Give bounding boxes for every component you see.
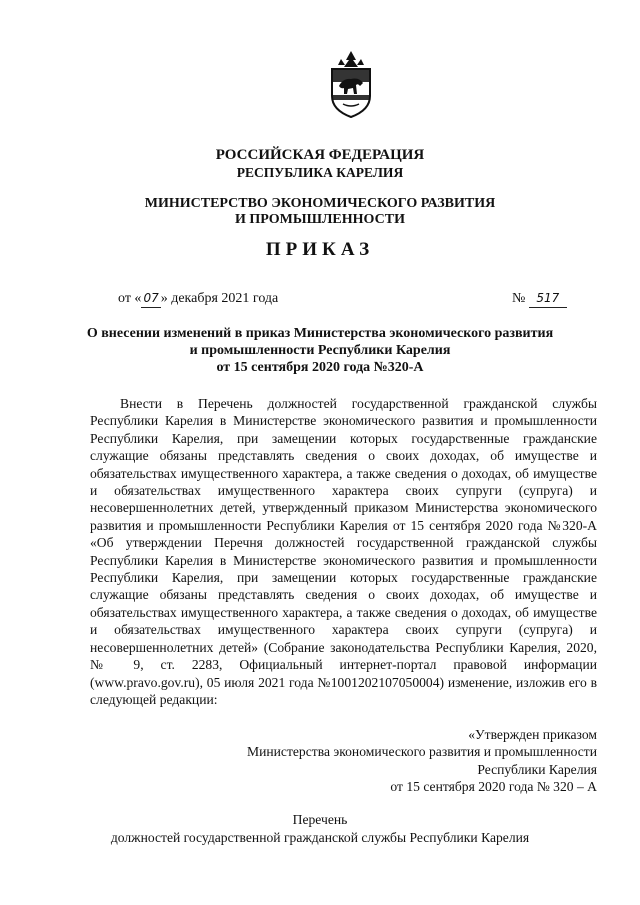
date-day-handwritten: 07 xyxy=(141,289,160,308)
document-date xyxy=(118,289,278,308)
document-number xyxy=(512,289,567,308)
list-subtitle: должностей государственной гражданской службы Республики Карелия xyxy=(110,830,530,845)
approval-line3: Республики Карелия xyxy=(477,762,597,777)
approval-line4: от 15 сентября 2020 года № 320 – А xyxy=(390,779,597,794)
subject-line1: О внесении изменений в приказ Министерства экономического развития xyxy=(86,326,554,341)
date-prefix: от « xyxy=(118,291,142,306)
ministry-heading-line1: МИНИСТЕРСТВО ЭКОНОМИЧЕСКОГО РАЗВИТИЯ xyxy=(144,196,496,211)
body-paragraph: Внести в Перечень должностей государственной гражданской службы Республики Карелия в Министерстве экономического развития и промышленности Республики Карелия, при замещении которых государственные гражданские служащие обязаны представлять сведения о своих доходах, об имуществе и обязательствах имущественного характера, а также сведения о доходах, об имуществе и обязательствах имущественного характера своих супруги (супруга) и несовершеннолетних детей, утвержденный приказом Министерства экономического развития и промышленности Республики Карелия от 15 сентября 2020 года №320-А «Об утверждении Перечня должностей государственной гражданской службы Республики Карелия в Министерстве экономического развития и промышленности Республики Карелия, при замещении которых государственные гражданские служащие обязаны представлять сведения о своих доходах, об имуществе и обязательствах имущественного характера, а также сведения о доходах, об имуществе и обязательствах имущественного характера своих супруги (супруга) и несовершеннолетних детей» (Собрание законодательства Республики Карелия, 2020, № 9, ст. 2283, Официальный интернет-портал правовой информации (www.pravo.gov.ru), 05 июля 2021 года №1001202107050004) изменение, изложив его в следующей редакции: xyxy=(90,396,597,707)
number-handwritten: 517 xyxy=(529,289,567,308)
document-type-heading: ПРИКАЗ xyxy=(265,239,375,260)
subject-line3: от 15 сентября 2020 года №320-А xyxy=(216,360,424,375)
approval-line1: «Утвержден приказом xyxy=(468,727,597,742)
country-heading: РОССИЙСКАЯ ФЕДЕРАЦИЯ xyxy=(215,147,425,163)
number-label: № xyxy=(512,291,526,306)
body-text xyxy=(90,395,597,708)
subject-line2: и промышленности Республики Карелия xyxy=(189,343,451,358)
republic-heading: РЕСПУБЛИКА КАРЕЛИЯ xyxy=(236,165,404,180)
list-title: Перечень xyxy=(292,812,348,827)
date-suffix: » декабря 2021 года xyxy=(160,291,279,306)
ministry-heading-line2: И ПРОМЫШЛЕННОСТИ xyxy=(235,212,405,227)
karelia-coat-of-arms-icon xyxy=(329,50,373,118)
approval-line2: Министерства экономического развития и промышленности xyxy=(247,744,597,759)
